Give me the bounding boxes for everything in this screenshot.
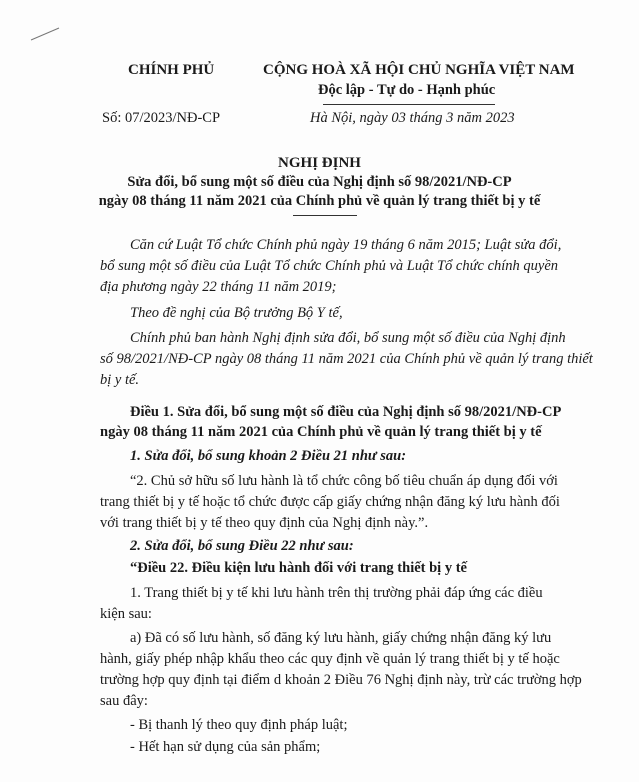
- preamble-1-line-2: bổ sung một số điều của Luật Tổ chức Chính phủ và Luật Tổ chức chính quyền: [100, 258, 559, 274]
- quote-1-line-1: “2. Chủ sở hữu số lưu hành là tổ chức công bố tiêu chuẩn áp dụng đối với: [130, 473, 558, 489]
- preamble-2: Theo đề nghị của Bộ trưởng Bộ Y tế,: [130, 305, 343, 321]
- preamble-1-line-3: địa phương ngày 22 tháng 11 năm 2019;: [100, 279, 337, 295]
- article-22-heading: “Điều 22. Điều kiện lưu hành đối với trang thiết bị y tế: [130, 560, 467, 576]
- issuer: CHÍNH PHỦ: [128, 62, 215, 78]
- clause-1-line-2: kiện sau:: [100, 606, 152, 622]
- preamble-1-line-1: Căn cứ Luật Tổ chức Chính phủ ngày 19 tháng 6 năm 2015; Luật sửa đổi,: [130, 237, 562, 253]
- preamble-3-line-1: Chính phủ ban hành Nghị định sửa đổi, bổ sung một số điều của Nghị định: [130, 330, 566, 346]
- dash-item-2: - Hết hạn sử dụng của sản phẩm;: [130, 739, 321, 755]
- article-1-heading-line-2: ngày 08 tháng 11 năm 2021 của Chính phủ về quản lý trang thiết bị y tế: [100, 424, 542, 440]
- place-date: Hà Nội, ngày 03 tháng 3 năm 2023: [310, 110, 515, 126]
- article-1-item-2: 2. Sửa đổi, bổ sung Điều 22 như sau:: [130, 538, 354, 554]
- point-a-line-2: hành, giấy phép nhập khẩu theo các quy định về quản lý trang thiết bị y tế hoặc: [100, 651, 560, 667]
- document-number: Số: 07/2023/NĐ-CP: [102, 110, 221, 126]
- point-a-line-1: a) Đã có số lưu hành, số đăng ký lưu hành, giấy chứng nhận đăng ký lưu: [130, 630, 552, 646]
- quote-1-line-2: trang thiết bị y tế hoặc tổ chức được cấp giấy chứng nhận đăng ký lưu hành đối: [100, 494, 560, 510]
- preamble-3-line-2: số 98/2021/NĐ-CP ngày 08 tháng 11 năm 2021 của Chính phủ về quản lý trang thiết: [100, 351, 593, 367]
- title-line-1: Sửa đổi, bổ sung một số điều của Nghị định số 98/2021/NĐ-CP: [127, 174, 512, 190]
- quote-1-line-3: với trang thiết bị y tế theo quy định của Nghị định này.”.: [100, 515, 429, 531]
- title-underline: [293, 215, 357, 216]
- clause-1-line-1: 1. Trang thiết bị y tế khi lưu hành trên thị trường phải đáp ứng các điều: [130, 585, 543, 601]
- article-1-item-1: 1. Sửa đổi, bổ sung khoản 2 Điều 21 như sau:: [130, 448, 407, 464]
- preamble-3-line-3: bị y tế.: [100, 372, 140, 388]
- motto: Độc lập - Tự do - Hạnh phúc: [318, 82, 496, 98]
- point-a-line-4: sau đây:: [100, 693, 148, 709]
- doc-type: NGHỊ ĐỊNH: [278, 155, 361, 171]
- pen-mark: [30, 27, 60, 41]
- title-line-2: ngày 08 tháng 11 năm 2021 của Chính phủ về quản lý trang thiết bị y tế: [98, 193, 541, 209]
- dash-item-1: - Bị thanh lý theo quy định pháp luật;: [130, 717, 348, 733]
- motto-underline: [323, 104, 495, 105]
- point-a-line-3: trường hợp quy định tại điểm d khoản 2 Điều 76 Nghị định này, trừ các trường hợp: [100, 672, 582, 688]
- article-1-heading-line-1: Điều 1. Sửa đổi, bổ sung một số điều của Nghị định số 98/2021/NĐ-CP: [130, 404, 562, 420]
- republic-title: CỘNG HOÀ XÃ HỘI CHỦ NGHĨA VIỆT NAM: [263, 62, 575, 78]
